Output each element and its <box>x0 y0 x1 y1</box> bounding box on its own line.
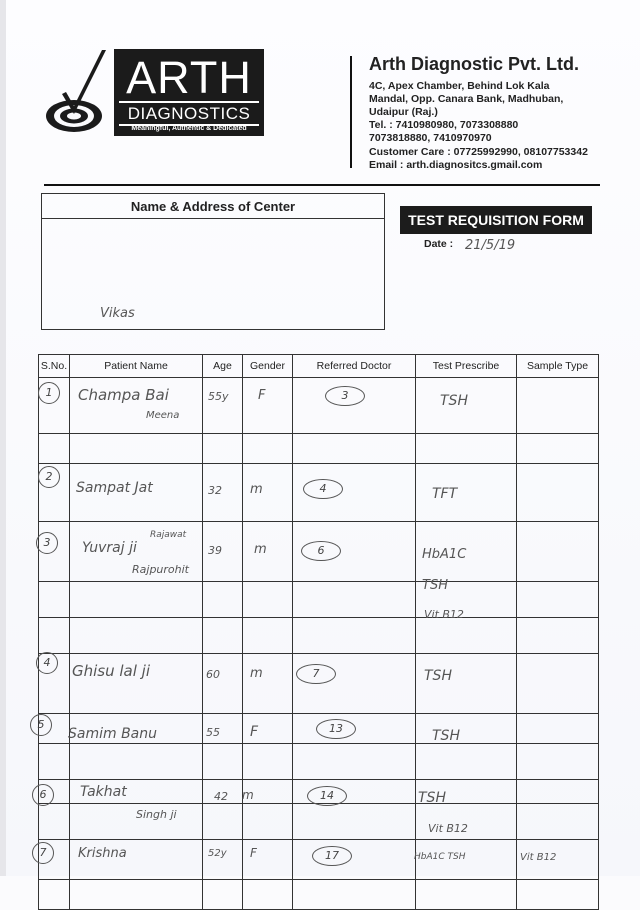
sample-type: Vit B12 <box>520 852 557 863</box>
patient-age: 42 <box>214 790 228 803</box>
table-row <box>39 582 599 618</box>
header-sno: S.No. <box>39 355 70 378</box>
header-gender: Gender <box>243 355 293 378</box>
date-label: Date : <box>424 238 454 250</box>
patient-name-extra: Rajpurohit <box>132 563 189 576</box>
logo-tagline: Meaningful, Authentic & Dedicated <box>131 125 247 132</box>
company-address-line: Mandal, Opp. Canara Bank, Madhuban, <box>369 93 564 105</box>
header-divider-vertical <box>350 56 352 168</box>
patient-age: 60 <box>206 668 220 681</box>
doctor-code: 3 <box>325 386 365 406</box>
header-referred-doctor: Referred Doctor <box>293 355 416 378</box>
patient-age: 32 <box>208 484 222 497</box>
patient-name: Sampat Jat <box>76 480 153 496</box>
doctor-code: 4 <box>303 479 343 499</box>
patient-gender: F <box>258 388 266 403</box>
header-divider-horizontal <box>44 184 600 186</box>
table-row <box>39 744 599 780</box>
test-prescribed: Vit B12 <box>424 608 464 621</box>
doctor-code: 7 <box>296 664 336 684</box>
patient-age: 55 <box>206 726 220 739</box>
doctor-code: 17 <box>312 846 352 866</box>
test-prescribed: TSH <box>418 790 446 806</box>
header-patient-name: Patient Name <box>70 355 203 378</box>
test-prescribed: TSH <box>422 578 448 593</box>
patient-age: 39 <box>208 544 222 557</box>
patient-age: 55y <box>208 390 229 403</box>
brand-logo <box>114 49 264 136</box>
patient-gender: F <box>250 846 257 860</box>
test-prescribed: TSH <box>424 668 452 684</box>
patient-gender: m <box>250 482 263 497</box>
table-row <box>39 434 599 464</box>
header-test-prescribe: Test Prescribe <box>416 355 517 378</box>
sno-circle: 6 <box>32 784 54 806</box>
sno-circle: 4 <box>36 652 58 674</box>
center-address-box <box>41 193 385 330</box>
table-header-row <box>39 355 599 378</box>
patient-gender: m <box>250 666 263 681</box>
requisition-table <box>38 354 599 910</box>
patient-name-extra: Meena <box>146 410 180 421</box>
arth-target-logo-icon <box>44 46 110 136</box>
patient-gender: F <box>250 724 259 740</box>
header-sample-type: Sample Type <box>517 355 599 378</box>
test-prescribed: TFT <box>432 486 458 502</box>
company-phone-line: Tel. : 7410980980, 7073308880 <box>369 119 519 131</box>
logo-word: ARTH <box>126 52 252 103</box>
doctor-code: 6 <box>301 541 341 561</box>
sno-circle: 1 <box>38 382 60 404</box>
sno-circle: 2 <box>38 466 60 488</box>
patient-age: 52y <box>208 848 227 859</box>
company-email: Email : arth.diagnositcs.gmail.com <box>369 159 543 171</box>
company-name: Arth Diagnostic Pvt. Ltd. <box>369 54 580 74</box>
center-handwritten-name: Vikas <box>100 306 135 321</box>
patient-name: Takhat <box>80 784 127 800</box>
patient-name-extra: Singh ji <box>136 808 177 821</box>
sno-circle: 5 <box>30 714 52 736</box>
logo-subtitle: DIAGNOSTICS <box>119 101 259 126</box>
company-phone-line: 7073818880, 7410970970 <box>369 132 492 144</box>
table-row <box>39 804 599 840</box>
sno-circle: 7 <box>32 842 54 864</box>
test-prescribed: TSH <box>432 728 460 744</box>
header-age: Age <box>203 355 243 378</box>
date-value: 21/5/19 <box>465 238 516 253</box>
patient-name: Ghisu lal ji <box>72 662 151 680</box>
patient-name: Krishna <box>78 846 127 861</box>
test-prescribed: TSH <box>440 393 468 409</box>
form-title: TEST REQUISITION FORM <box>400 206 592 234</box>
patient-gender: m <box>254 542 267 557</box>
company-customer-care: Customer Care : 07725992990, 08107753342 <box>369 146 588 158</box>
test-prescribed: Vit B12 <box>428 822 468 835</box>
patient-name: Samim Banu <box>68 726 158 742</box>
patient-name: Yuvraj ji <box>82 540 137 556</box>
sno-circle: 3 <box>36 532 58 554</box>
patient-gender: m <box>242 788 254 802</box>
center-box-heading: Name & Address of Center <box>42 194 384 219</box>
patient-name: Champa Bai <box>78 386 169 404</box>
patient-name-note: Rajawat <box>150 530 187 540</box>
doctor-code: 13 <box>316 719 356 739</box>
test-prescribed: HbA1C <box>422 547 467 562</box>
test-prescribed: HbA1C TSH <box>414 852 466 862</box>
company-address-line: 4C, Apex Chamber, Behind Lok Kala <box>369 80 550 92</box>
paper-edge <box>0 0 6 876</box>
table-row <box>39 618 599 654</box>
table-row <box>39 880 599 910</box>
company-address-line: Udaipur (Raj.) <box>369 106 438 118</box>
doctor-code: 14 <box>307 786 347 806</box>
